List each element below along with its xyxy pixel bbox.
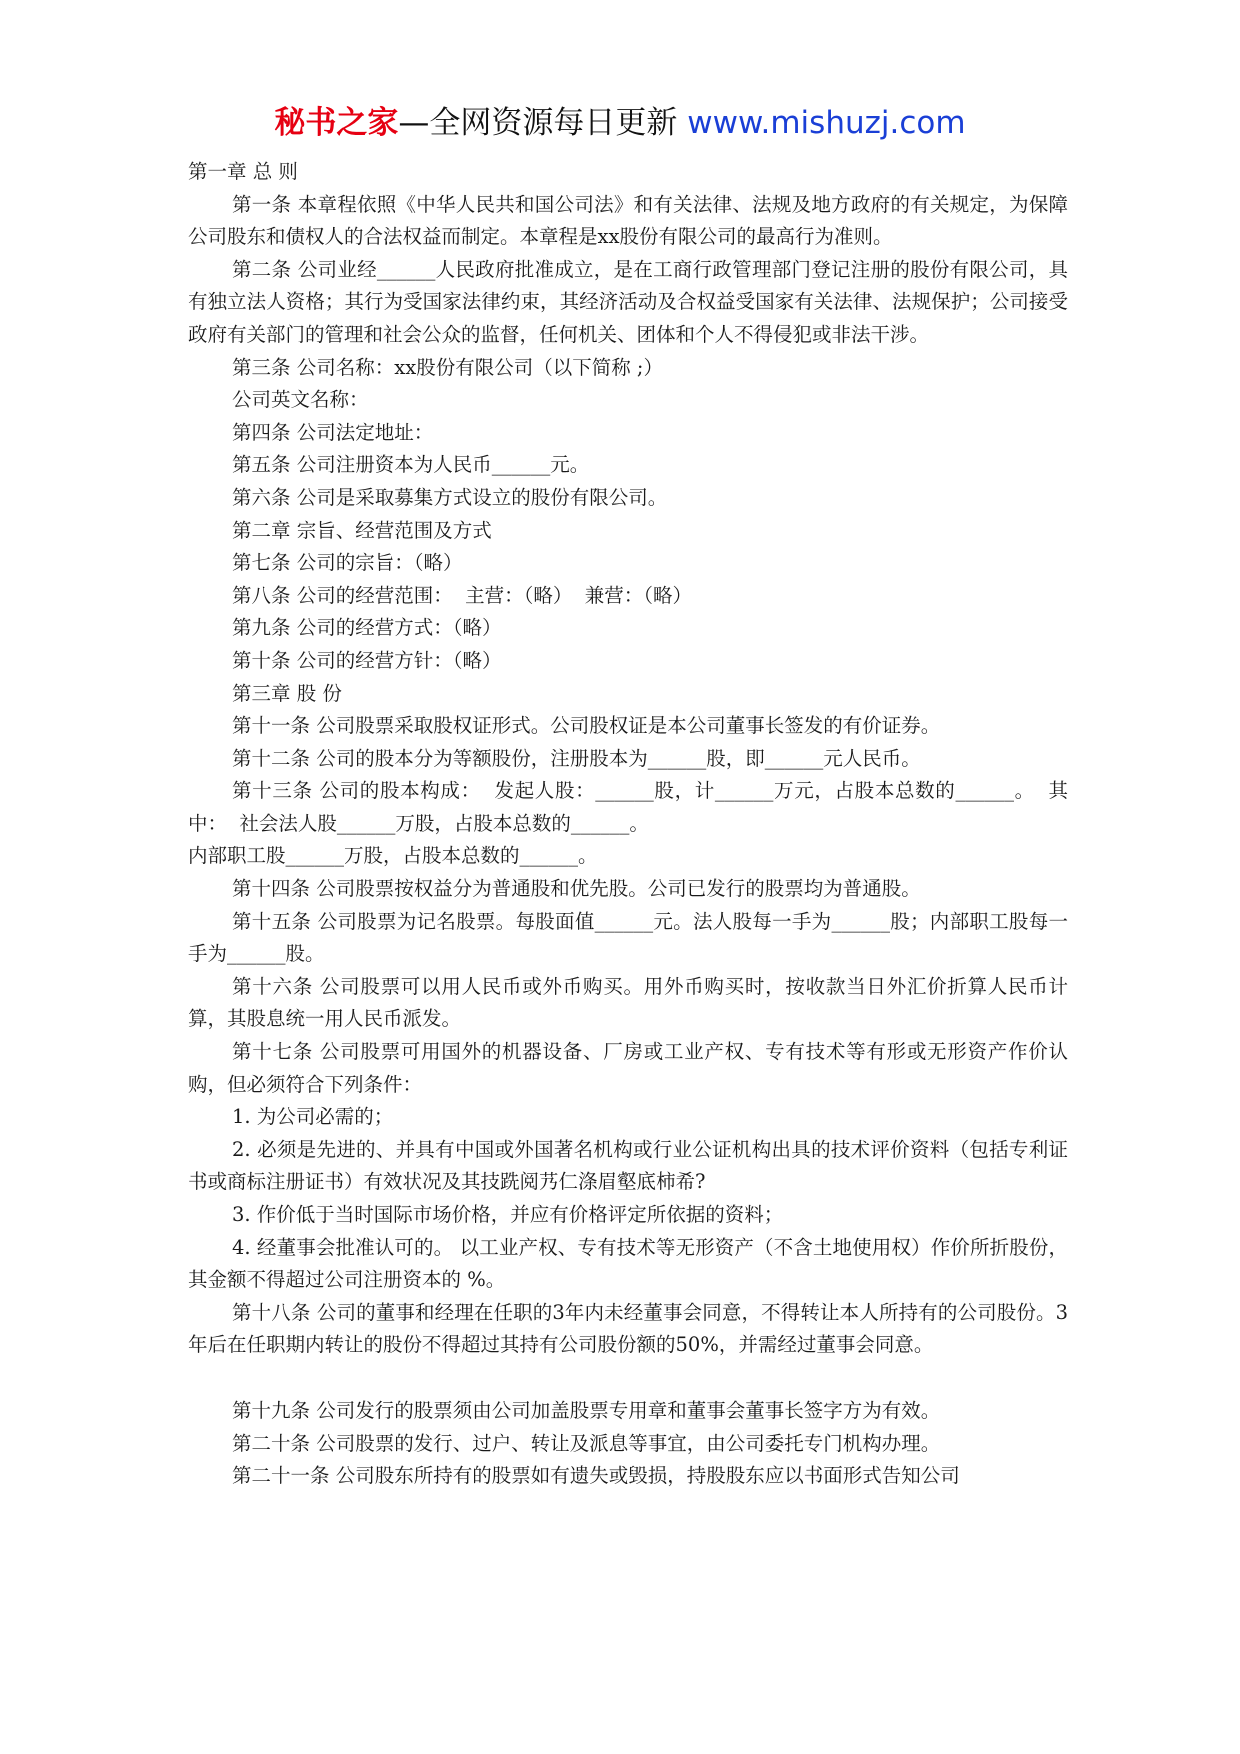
article-paragraph: 第四条 公司法定地址：	[232, 420, 434, 444]
article-paragraph: 第二十条 公司股票的发行、过户、转让及派息等事宜，由公司委托专门机构办理。	[232, 1431, 941, 1455]
article-paragraph: 第十五条 公司股票为记名股票。每股面值______元。法人股每一手为______股；内部职工股每一手为______股。	[188, 909, 1068, 966]
list-item: 1. 为公司必需的；	[232, 1105, 394, 1129]
article-paragraph: 第十九条 公司发行的股票须由公司加盖股票专用章和董事会董事长签字方为有效。	[232, 1398, 941, 1422]
article-paragraph: 第十七条 公司股票可用国外的机器设备、厂房或工业产权、专有技术等有形或无形资产作价认购，但必须符合下列条件：	[188, 1040, 1068, 1096]
article-paragraph: 第九条 公司的经营方式：（略）	[232, 616, 502, 640]
article-paragraph: 第十二条 公司的股本分为等额股份，注册股本为______股，即______元人民币。	[232, 746, 921, 770]
article-paragraph: 第十八条 公司的董事和经理在任职的3年内未经董事会同意，不得转让本人所持有的公司股份。3年后在任职期内转让的股份不得超过其持有公司股份额的50%，并需经过董事会同意。	[188, 1300, 1068, 1357]
article-paragraph: 第十六条 公司股票可以用人民币或外币购买。用外币购买时，按收款当日外汇价折算人民币计算，其股息统一用人民币派发。	[188, 974, 1068, 1031]
site-banner	[0, 102, 1240, 144]
document-body	[188, 156, 1068, 1493]
article-paragraph: 第七条 公司的宗旨：（略）	[232, 551, 463, 575]
list-item: 4. 经董事会批准认可的。 以工业产权、专有技术等无形资产（不含土地使用权）作价所折股份，其金额不得超过公司注册资本的 %。	[188, 1235, 1068, 1292]
article-paragraph: 内部职工股______万股，占股本总数的______。	[188, 844, 598, 868]
paragraph-gap	[188, 1362, 1068, 1395]
chapter-heading: 第二章 宗旨、经营范围及方式	[232, 518, 492, 542]
chapter-heading: 第三章 股 份	[232, 681, 342, 705]
article-paragraph: 第二十一条 公司股东所持有的股票如有遗失或毁损，持股股东应以书面形式告知公司	[232, 1464, 960, 1488]
article-paragraph: 第十四条 公司股票按权益分为普通股和优先股。公司已发行的股票均为普通股。	[232, 877, 921, 901]
article-paragraph: 公司英文名称：	[232, 388, 369, 412]
chapter-heading: 第一章 总 则	[188, 160, 298, 183]
article-paragraph: 第三条 公司名称：xx股份有限公司（以下简称 ;）	[232, 355, 663, 379]
article-paragraph: 第八条 公司的经营范围： 主营：（略） 兼营：（略）	[232, 583, 692, 607]
article-paragraph: 第二条 公司业经______人民政府批准成立，是在工商行政管理部门登记注册的股份有限公司，具有独立法人资格；其行为受国家法律约束，其经济活动及合权益受国家有关法律、法规保护；公司接受政府有关部门的管理和社会公众的监督，任何机关、团体和个人不得侵犯或非法干涉。	[188, 257, 1068, 346]
article-paragraph: 第十一条 公司股票采取股权证形式。公司股权证是本公司董事长签发的有价证券。	[232, 714, 941, 738]
article-paragraph: 第十条 公司的经营方针：（略）	[232, 648, 502, 672]
article-paragraph: 第十三条 公司的股本构成： 发起人股：______股，计______万元，占股本总数的______。 其中： 社会法人股______万股，占股本总数的______。	[188, 779, 1068, 835]
article-paragraph: 第六条 公司是采取募集方式设立的股份有限公司。	[232, 485, 668, 509]
article-paragraph: 第五条 公司注册资本为人民币______元。	[232, 453, 590, 477]
article-paragraph: 第一条 本章程依照《中华人民共和国公司法》和有关法律、法规及地方政府的有关规定，为保障公司股东和债权人的合法权益而制定。本章程是xx股份有限公司的最高行为准则。	[188, 192, 1068, 249]
list-item: 2. 必须是先进的、并具有中国或外国著名机构或行业公证机构出具的技术评价资料（包括专利证书或商标注册证书）有效状况及其技跣阅艿仁涤眉壑底柿希?	[188, 1137, 1068, 1194]
banner-url-link[interactable]: www.mishuzj.com	[687, 105, 966, 141]
list-item: 3. 作价低于当时国际市场价格，并应有价格评定所依据的资料；	[232, 1203, 784, 1226]
banner-brand: 秘书之家	[274, 105, 399, 141]
banner-tagline: —全网资源每日更新	[398, 105, 688, 141]
